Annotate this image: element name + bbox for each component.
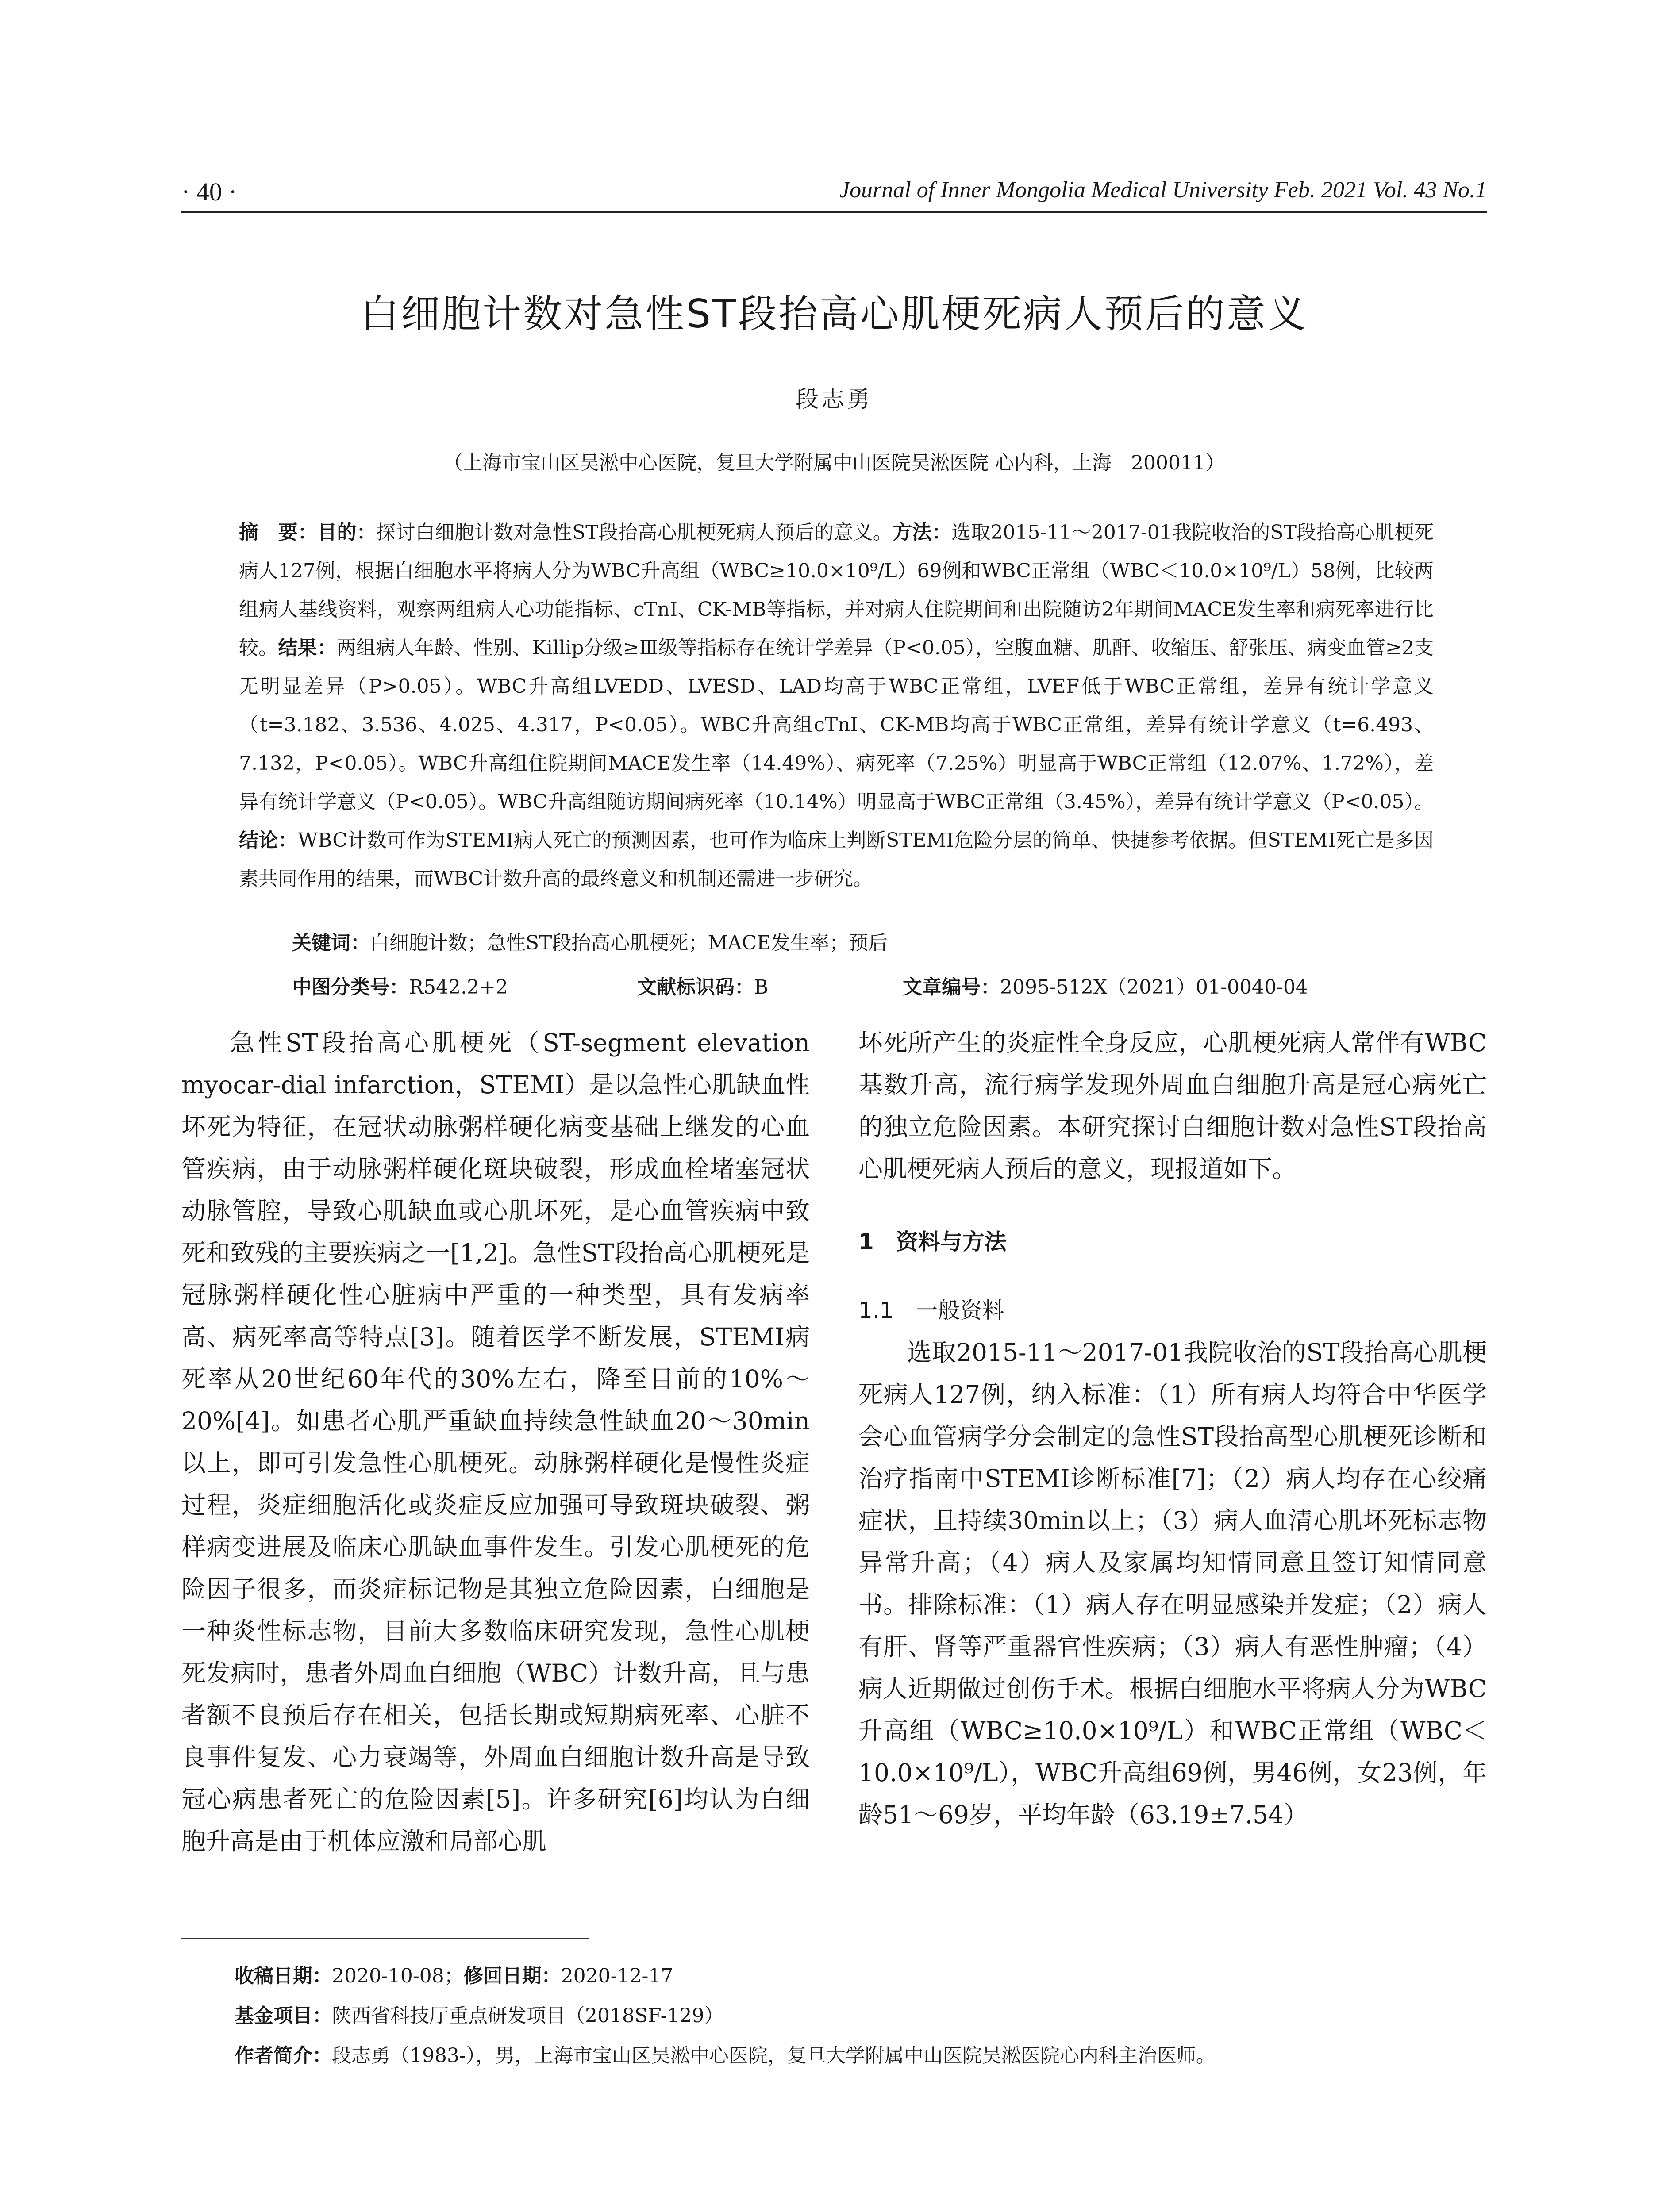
revised-date: 2020-12-17 <box>561 1965 673 1987</box>
keywords-label: 关键词： <box>292 932 370 954</box>
footnote-dates <box>235 1960 673 1988</box>
revised-label: 修回日期： <box>463 1965 561 1987</box>
footnote-bio <box>235 2039 1216 2068</box>
body-column-left <box>181 1022 810 1863</box>
header-rule <box>181 211 1487 213</box>
received-label: 收稿日期： <box>235 1965 332 1987</box>
purpose-text: 探讨白细胞计数对急性ST段抬高心肌梗死病人预后的意义。 <box>376 521 893 544</box>
journal-citation: Journal of Inner Mongolia Medical University Feb. 2021 Vol. 43 No.1 <box>839 177 1487 203</box>
footnote-rule <box>181 1938 589 1939</box>
clc-code <box>292 971 508 999</box>
section-heading: 1 资料与方法 <box>858 1229 1007 1255</box>
method-text: 选取2015-11～2017-01我院收治的ST段抬高心肌梗死病人127例，根据白细胞水平将病人分为WBC升高组（WBC≥10.0×10⁹/L）69例和WBC正常组（WBC＜10.0×10⁹/L）58例，比较两组病人基线资料，观察两组病人心功能指标、cTnI、CK-MB等指标，并对病人住院期间和出院随访2年期间MACE发生率和病死率进行比较。 <box>239 521 1434 659</box>
clc-label: 中图分类号： <box>292 976 409 998</box>
bio-label: 作者简介： <box>235 2044 332 2067</box>
keywords-text: 白细胞计数；急性ST段抬高心肌梗死；MACE发生率；预后 <box>370 932 888 954</box>
abstract <box>239 513 1434 898</box>
doc-label: 文献标识码： <box>637 976 754 998</box>
body-column-right <box>858 1022 1487 1836</box>
conclusion-label: 结论： <box>239 829 298 852</box>
received-date: 2020-10-08； <box>332 1965 464 1987</box>
method-label: 方法： <box>893 521 951 544</box>
doc-value: B <box>754 976 769 998</box>
article-value: 2095-512X（2021）01-0040-04 <box>1000 976 1308 998</box>
fund-label: 基金项目： <box>235 2005 332 2027</box>
doc-code <box>637 971 768 999</box>
subsection-heading: 1.1 一般资料 <box>858 1298 1004 1323</box>
result-text: 两组病人年龄、性别、Killip分级≥Ⅲ级等指标存在统计学差异（P<0.05），空腹血糖、肌酐、收缩压、舒张压、病变血管≥2支无明显差异（P>0.05）。WBC升高组LVEDD、LVESD、LAD均高于WBC正常组，LVEF低于WBC正常组，差异有统计学意义（t=3.182、3.536、4.025、4.317，P<0.05）。WBC升高组cTnI、CK-MB均高于WBC正常组，差异有统计学意义（t=6.493、7.132，P<0.05）。WBC升高组住院期间MACE发生率（14.49%）、病死率（7.25%）明显高于WBC正常组（12.07%、1.72%），差异有统计学意义（P<0.05）。WBC升高组随访期间病死率（10.14%）明显高于WBC正常组（3.45%），差异有统计学意义（P<0.05）。 <box>239 637 1434 813</box>
footnote-fund <box>235 2000 724 2028</box>
methods-paragraph: 选取2015-11～2017-01我院收治的ST段抬高心肌梗死病人127例，纳入标准：（1）所有病人均符合中华医学会心血管病学分会制定的急性ST段抬高型心肌梗死诊断和治疗指南中STEMI诊断标准[7]；（2）病人均存在心绞痛症状，且持续30min以上；（3）病人血清心肌坏死标志物异常升高；（4）病人及家属均知情同意且签订知情同意书。排除标准：（1）病人存在明显感染并发症；（2）病人有肝、肾等严重器官性疾病；（3）病人有恶性肿瘤；（4）病人近期做过创伤手术。根据白细胞水平将病人分为WBC升高组（WBC≥10.0×10⁹/L）和WBC正常组（WBC＜10.0×10⁹/L），WBC升高组69例，男46例，女23例，年龄51～69岁，平均年龄（63.19±7.54） <box>858 1338 1487 1829</box>
bio-text: 段志勇（1983-），男，上海市宝山区吴淞中心医院，复旦大学附属中山医院吴淞医院心内科主治医师。 <box>332 2044 1216 2067</box>
conclusion-text: WBC计数可作为STEMI病人死亡的预测因素，也可作为临床上判断STEMI危险分层的简单、快捷参考依据。但STEMI死亡是多因素共同作用的结果，而WBC计数升高的最终意义和机制还需进一步研究。 <box>239 829 1434 890</box>
article-label: 文章编号： <box>903 976 1000 998</box>
page-number: · 40 · <box>181 177 237 206</box>
author-name: 段志勇 <box>795 386 873 413</box>
intro-paragraph-cont: 坏死所产生的炎症性全身反应，心肌梗死病人常伴有WBC基数升高，流行病学发现外周血白细胞升高是冠心病死亡的独立危险因素。本研究探讨白细胞计数对急性ST段抬高心肌梗死病人预后的意义，现报道如下。 <box>858 1029 1487 1183</box>
paper-title: 白细胞计数对急性ST段抬高心肌梗死病人预后的意义 <box>360 291 1308 337</box>
intro-paragraph: 急性ST段抬高心肌梗死（ST-segment elevation myocar-dial infarction，STEMI）是以急性心肌缺血性坏死为特征，在冠状动脉粥样硬化病变基础上继发的心血管疾病，由于动脉粥样硬化斑块破裂，形成血栓堵塞冠状动脉管腔，导致心肌缺血或心肌坏死，是心血管疾病中致死和致残的主要疾病之一[1,2]。急性ST段抬高心肌梗死是冠脉粥样硬化性心脏病中严重的一种类型，具有发病率高、病死率高等特点[3]。随着医学不断发展，STEMI病死率从20世纪60年代的30%左右，降至目前的10%～20%[4]。如患者心肌严重缺血持续急性缺血20～30min以上，即可引发急性心肌梗死。动脉粥样硬化是慢性炎症过程，炎症细胞活化或炎症反应加强可导致斑块破裂、粥样病变进展及临床心肌缺血事件发生。引发心肌梗死的危险因子很多，而炎症标记物是其独立危险因素，白细胞是一种炎性标志物，目前大多数临床研究发现，急性心肌梗死发病时，患者外周血白细胞（WBC）计数升高，且与患者额不良预后存在相关，包括长期或短期病死率、心脏不良事件复发、心力衰竭等，外周血白细胞计数升高是导致冠心病患者死亡的危险因素[5]。许多研究[6]均认为白细胞升高是由于机体应激和局部心肌 <box>181 1029 810 1855</box>
author-affiliation: （上海市宝山区吴淞中心医院，复旦大学附属中山医院吴淞医院 心内科，上海 200011） <box>443 452 1225 474</box>
article-number <box>903 971 1308 999</box>
result-label: 结果： <box>278 637 337 659</box>
clc-value: R542.2+2 <box>409 976 508 998</box>
running-header <box>181 177 1487 212</box>
abstract-label: 摘 要： <box>239 521 318 544</box>
keywords <box>292 927 1434 955</box>
fund-text: 陕西省科技厅重点研发项目（2018SF-129） <box>332 2005 724 2027</box>
purpose-label: 目的： <box>317 521 377 544</box>
